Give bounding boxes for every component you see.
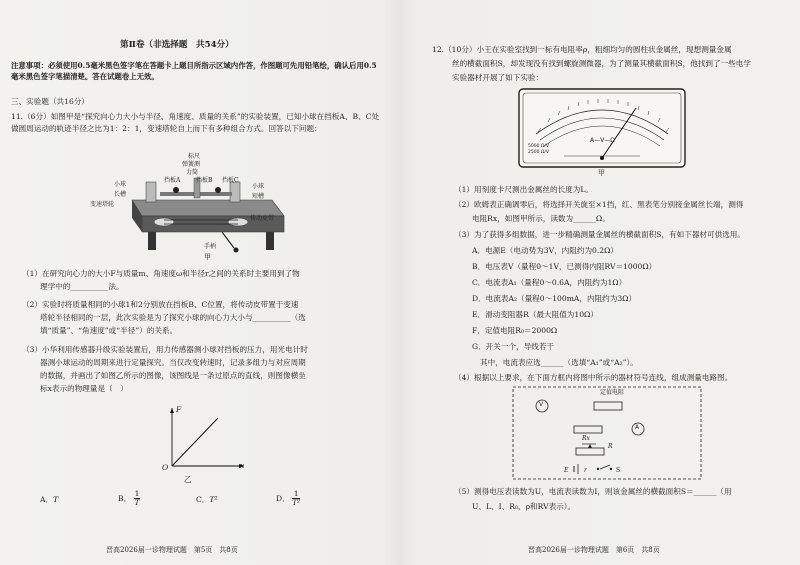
q12-part1: （1）用刻度卡尺测出金属丝的长度为L。 bbox=[454, 185, 593, 194]
right-page-footer: 晋高2026届一诊物理试题 第6页 共8页 bbox=[528, 546, 660, 554]
q12-part4: （4）根据以上要求，在下面方框内将图中所示的器材符号连线，组成测量电路图。 bbox=[454, 373, 733, 382]
q12-part2-line2: 电阻Rx，如图甲所示，读数为______Ω。 bbox=[472, 214, 610, 223]
rx-label: Rx bbox=[582, 435, 590, 442]
q12-part2-line1: （2）欧姆表正确调零后，将选择开关旋至×1挡，红、黑表笔分别接金属丝长端，测得 bbox=[454, 200, 744, 209]
label-biansu-talun: 变速塔轮 bbox=[90, 201, 115, 208]
circuit-label-dingzhi: 定值电阻 bbox=[600, 389, 625, 396]
q11-part3-line4: 标x表示的物理量是（ ） bbox=[40, 384, 128, 393]
equipment-item-b: B．电压表V（量程0～1V，已测得内阻RV＝1000Ω） bbox=[472, 262, 657, 271]
graph-axes bbox=[158, 404, 250, 484]
battery-e-label: E bbox=[564, 467, 569, 474]
meter-scale-note1: 5000 Ω/V bbox=[528, 144, 549, 149]
graph-x-label: x bbox=[240, 461, 245, 470]
label-biaochi: 标尺 bbox=[188, 153, 201, 160]
graph-caption-yi: 乙 bbox=[184, 475, 192, 484]
label-dangban-b: 挡板B bbox=[196, 177, 213, 184]
label-dangban-a: 挡板A bbox=[164, 177, 181, 184]
option-d[interactable]: D． $\frac{1}{\text{T²}}$ bbox=[276, 489, 301, 508]
q11-part1-line1: （1）在研究向心力的大小F与质量m、角速度ω和半径r之间的关系时主要用到了物 bbox=[22, 269, 300, 278]
q12-line2: 丝的横截面积S，却发现没有找到螺旋测微器，为了测量其横截面积S，他找到了一些电学 bbox=[452, 59, 751, 68]
label-shoubing: 手柄 bbox=[204, 243, 217, 250]
label-tanhuang: 弹簧测 bbox=[182, 161, 201, 168]
ammeter-symbol-label: A bbox=[635, 424, 640, 431]
q12-part3: （3）为了获得多组数据，进一步精确测量金属丝的横截面积S，有如下器材可供选用。 bbox=[454, 230, 745, 239]
meter-scale-note2: 2500 Ω/V bbox=[528, 150, 549, 155]
label-chuandong-pidai: 传动皮带 bbox=[250, 215, 275, 222]
q11-part2-line2: 塔轮半径相同的一层，此次实验是为了探究小球的向心力大小与__________（选 bbox=[40, 313, 306, 322]
q12-part5-line2: U、L、I、R₀、ρ和RV表示）。 bbox=[472, 502, 576, 511]
q11-part2-line1: （2）实验时将质量相同的小球1和2分别放在挡板B、C位置，将传动皮带置于变速 bbox=[22, 300, 299, 309]
option-a[interactable]: A．T bbox=[40, 495, 59, 504]
equipment-item-a: A．电源E（电动势为3V，内阻约为0.2Ω） bbox=[472, 246, 619, 255]
q12-part5-line1: （5）测得电压表读数为U，电流表读数为I，则该金属丝的横截面积S＝______（用 bbox=[454, 487, 732, 496]
equipment-item-c: C．电流表A₁（量程0～0.6A，内阻约为1Ω） bbox=[472, 278, 627, 287]
circuit-diagram-box[interactable] bbox=[512, 386, 702, 480]
q11-part3-line1: （3）小华利用传感器升级实验装置后，用力传感器测小球对挡板的压力，用光电计时 bbox=[22, 345, 308, 354]
label-liti: 力筒 bbox=[186, 169, 199, 176]
multimeter-figure bbox=[518, 88, 686, 180]
graph-origin-label: O bbox=[162, 463, 169, 472]
voltmeter-symbol-label: V bbox=[539, 401, 544, 408]
section3-heading: 三、实验题（共16分） bbox=[11, 97, 90, 106]
option-c[interactable]: C．T² bbox=[196, 495, 218, 504]
q11-part3-line2: 器测小球运动的周期来进行定量探究。当仅改变转速时，记录多组力与对应周期 bbox=[40, 358, 306, 367]
label-dangban-c: 挡板C bbox=[222, 177, 239, 184]
notice-text: 注意事项：必须使用0.5毫米黑色签字笔在答题卡上题目所指示区域内作答，作图题可先用铅笔绘，确认后用0.5毫米黑色签字笔描清楚。答在试题卷上无效。 bbox=[11, 61, 377, 82]
label-xiaoqiu-right: 小球 bbox=[252, 183, 265, 190]
label-duancao: 短槽 bbox=[252, 193, 265, 200]
apparatus-drawing bbox=[112, 160, 292, 260]
q12-line1: 12.（10分）小王在实验室找到一标有电阻率ρ，粗细均匀的圆柱状金属丝，现想测量金属 bbox=[432, 45, 732, 54]
left-page-footer: 晋高2026届一诊物理试题 第5页 共8页 bbox=[106, 546, 238, 554]
section-title: 第Ⅱ卷（非选择题 共54分） bbox=[120, 40, 234, 50]
q11-text: 11.（6分）如图甲是“探究向心力大小与半径、角速度、质量的关系”的实验装置，已知小球在挡板A、B、C处做圆周运动的轨迹半径之比为1：2：1，变速塔轮自上而下有多种组合方式。回答以下问题： bbox=[11, 112, 380, 133]
q12-line3: 实验器材开展了如下实验： bbox=[452, 73, 544, 82]
f-x-graph bbox=[158, 404, 250, 484]
switch-s-label: S bbox=[616, 467, 621, 474]
q11-part2-line3: 填“质量”、“角速度”或“半径”）的关系。 bbox=[40, 326, 178, 335]
meter-caption-jia: 甲 bbox=[598, 169, 605, 177]
meter-center-label: A—V—Ω bbox=[590, 137, 615, 144]
q11-part1-line2: 理学中的__________法。 bbox=[40, 282, 124, 291]
right-page bbox=[400, 0, 800, 565]
ammeter-choice-line: 其中，电流表应选______（选填“A₁”或“A₂”）。 bbox=[480, 358, 638, 367]
apparatus-figure bbox=[90, 153, 292, 261]
rheostat-label: R bbox=[608, 443, 613, 450]
label-xiaoqiu-left: 小球 bbox=[114, 181, 127, 188]
figure-caption-jia: 甲 bbox=[204, 253, 211, 261]
label-changcao: 长槽 bbox=[114, 191, 127, 198]
battery-r-label: r bbox=[584, 467, 587, 474]
option-b[interactable]: B． $\frac{1}{T}$ bbox=[118, 489, 140, 508]
equipment-item-d: D．电流表A₂（量程0～100mA，内阻约为3Ω） bbox=[472, 294, 637, 303]
q11-part3-line3: 的数据，并画出了如图乙所示的图像，该图线是一条过原点的直线，则图像横坐 bbox=[40, 371, 306, 380]
graph-f-label: F bbox=[176, 405, 182, 414]
equipment-item-e: E．滑动变阻器R（最大阻值为10Ω） bbox=[472, 310, 598, 319]
equipment-item-f: F．定值电阻R₀＝2000Ω bbox=[472, 326, 558, 335]
equipment-item-g: G．开关一个，导线若干 bbox=[472, 342, 555, 351]
